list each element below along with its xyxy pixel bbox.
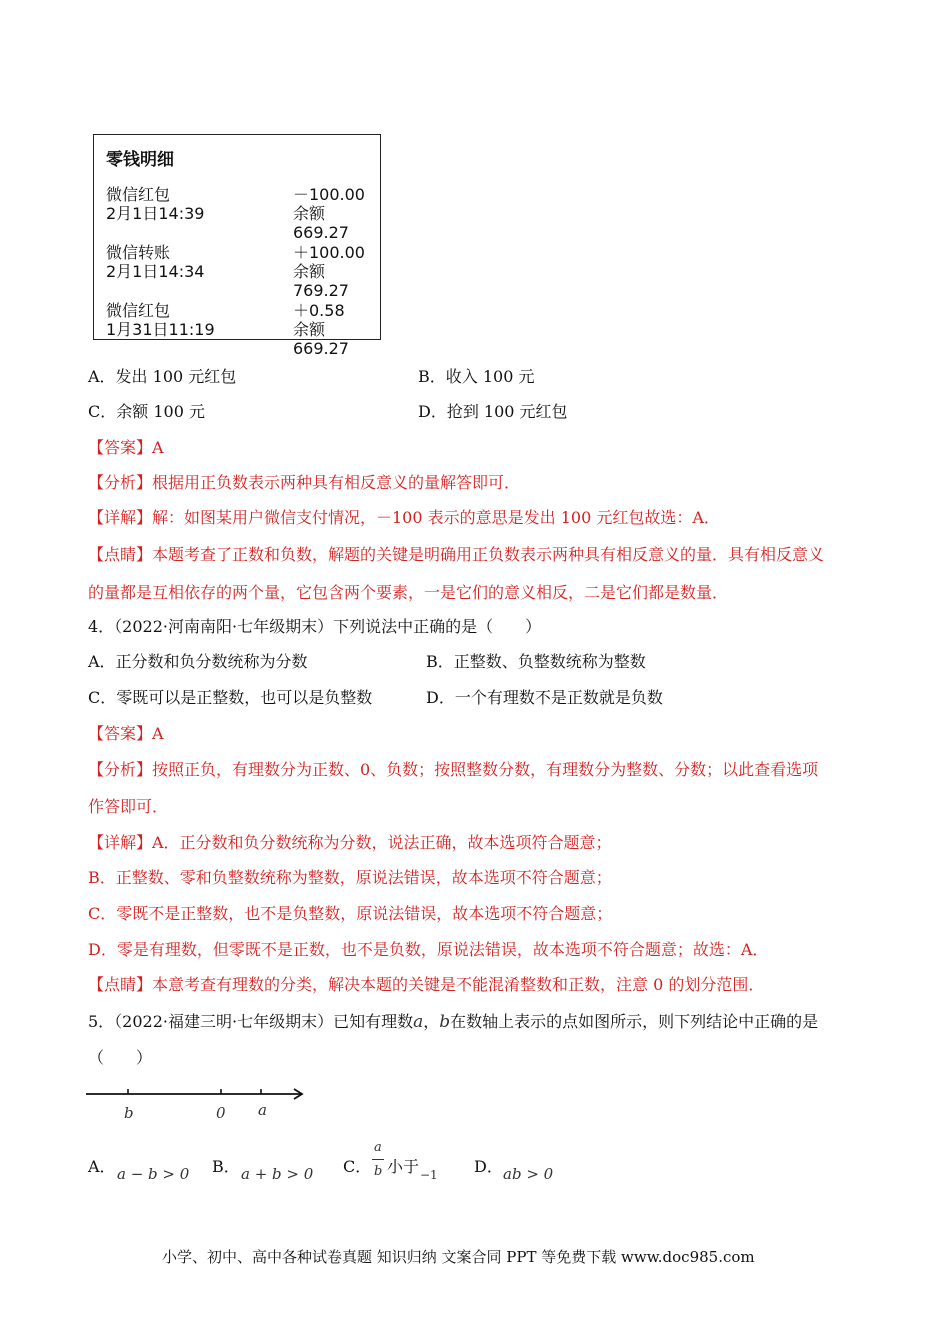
q5-option-a-label: A． (88, 1157, 116, 1176)
q3-comment-line1: 【点睛】本题考查了正数和负数，解题的关键是明确用正负数表示两种具有相反意义的量．具有相反意义 (88, 545, 825, 564)
q4-option-c: C．零既可以是正整数，也可以是负整数 (88, 688, 373, 707)
q3-detail: 【详解】解：如图某用户微信支付情况，－100 表示的意思是发出 100 元红包故选：A． (88, 508, 720, 527)
q5-stem-pre: 5．（2022·福建三明·七年级期末）已知有理数 (88, 1012, 414, 1031)
number-line (86, 1082, 310, 1126)
q5-stem-post: 在数轴上表示的点如图所示，则下列结论中正确的是 (450, 1012, 819, 1031)
card-item-name: 微信转账 (106, 243, 171, 262)
q3-analysis: 【分析】根据用正负数表示两种具有相反意义的量解答即可． (88, 473, 521, 492)
q3-comment-line2: 的量都是互相依存的两个量，它包含两个要素，一是它们的意义相反，二是它们都是数量． (88, 583, 729, 602)
q5-comma: ， (423, 1012, 440, 1031)
card-item-time: 2月1日14:39 (106, 204, 205, 223)
q5-option-c-text: 小于 (387, 1157, 420, 1176)
q4-answer: 【答案】A (88, 724, 164, 743)
q3-option-a: A．发出 100 元红包 (88, 367, 237, 386)
q5-var-b: b (439, 1012, 451, 1032)
card-item-amount: －100.00 (293, 185, 365, 204)
q5-option-c-numerator: a (374, 1140, 382, 1155)
card-item-name: 微信红包 (106, 185, 171, 204)
q5-option-d-label: D． (474, 1157, 503, 1176)
card-item-time: 2月1日14:34 (106, 262, 205, 281)
card-item-balance: 余额669.27 (293, 320, 349, 358)
axis-label-b: b (124, 1104, 134, 1122)
page-footer: 小学、初中、高中各种试卷真题 知识归纳 文案合同 PPT 等免费下载 www.doc985.com (162, 1248, 755, 1266)
q5-stem (88, 1012, 818, 1032)
q5-option-b-label: B． (212, 1157, 240, 1176)
q4-option-b: B．正整数、负整数统称为整数 (426, 652, 646, 671)
q5-option-b-math: a + b > 0 (241, 1165, 314, 1183)
q4-detail-line3: C．零既不是正整数，也不是负整数，原说法错误，故本选项不符合题意； (88, 904, 613, 923)
q4-detail-line2: B．正整数、零和负整数统称为整数，原说法错误，故本选项不符合题意； (88, 868, 612, 887)
q4-option-d: D．一个有理数不是正数就是负数 (426, 688, 663, 707)
q5-option-c-denominator: b (374, 1164, 383, 1179)
card-item-amount: ＋0.58 (293, 301, 345, 320)
q4-stem: 4．（2022·河南南阳·七年级期末）下列说法中正确的是（ ） (88, 617, 542, 636)
q4-option-a: A．正分数和负分数统称为分数 (88, 652, 308, 671)
q4-analysis-line2: 作答即可． (88, 797, 169, 816)
card-item-balance: 余额769.27 (293, 262, 349, 300)
q5-option-c-fraction-bar (372, 1159, 384, 1160)
q3-option-b: B．收入 100 元 (418, 367, 535, 386)
wechat-change-details-card (93, 134, 381, 358)
axis-label-0: 0 (216, 1104, 226, 1122)
q5-option-c-label: C． (343, 1157, 372, 1176)
q3-answer: 【答案】A (88, 438, 164, 457)
q4-detail-line4: D．零是有理数，但零既不是正数，也不是负数，原说法错误，故本选项不符合题意；故选：A． (88, 940, 769, 959)
card-item-name: 微信红包 (106, 301, 171, 320)
q4-detail-line1: 【详解】A．正分数和负分数统称为分数，说法正确，故本选项符合题意； (88, 833, 612, 852)
q4-comment: 【点睛】本意考查有理数的分类，解决本题的关键是不能混淆整数和正数，注意 0 的划分范围． (88, 975, 765, 994)
card-item-time: 1月31日11:19 (106, 320, 215, 339)
q5-paren: （ ） (88, 1048, 153, 1067)
q3-option-d: D．抢到 100 元红包 (418, 402, 568, 421)
q5-option-a-math: a − b > 0 (117, 1165, 190, 1183)
card-item-balance: 余额669.27 (293, 204, 349, 242)
q5-option-d-math: ab > 0 (503, 1165, 554, 1183)
q5-var-a: a (413, 1012, 424, 1032)
q5-option-c-value: −1 (420, 1168, 438, 1182)
axis-label-a: a (258, 1101, 267, 1119)
q4-analysis-line1: 【分析】按照正负，有理数分为正数、0、负数；按照整数分数，有理数分为整数、分数；以此查看选项 (88, 760, 819, 779)
card-item-amount: ＋100.00 (293, 243, 365, 262)
card-title: 零钱明细 (106, 150, 174, 170)
q3-option-c: C．余额 100 元 (88, 402, 205, 421)
